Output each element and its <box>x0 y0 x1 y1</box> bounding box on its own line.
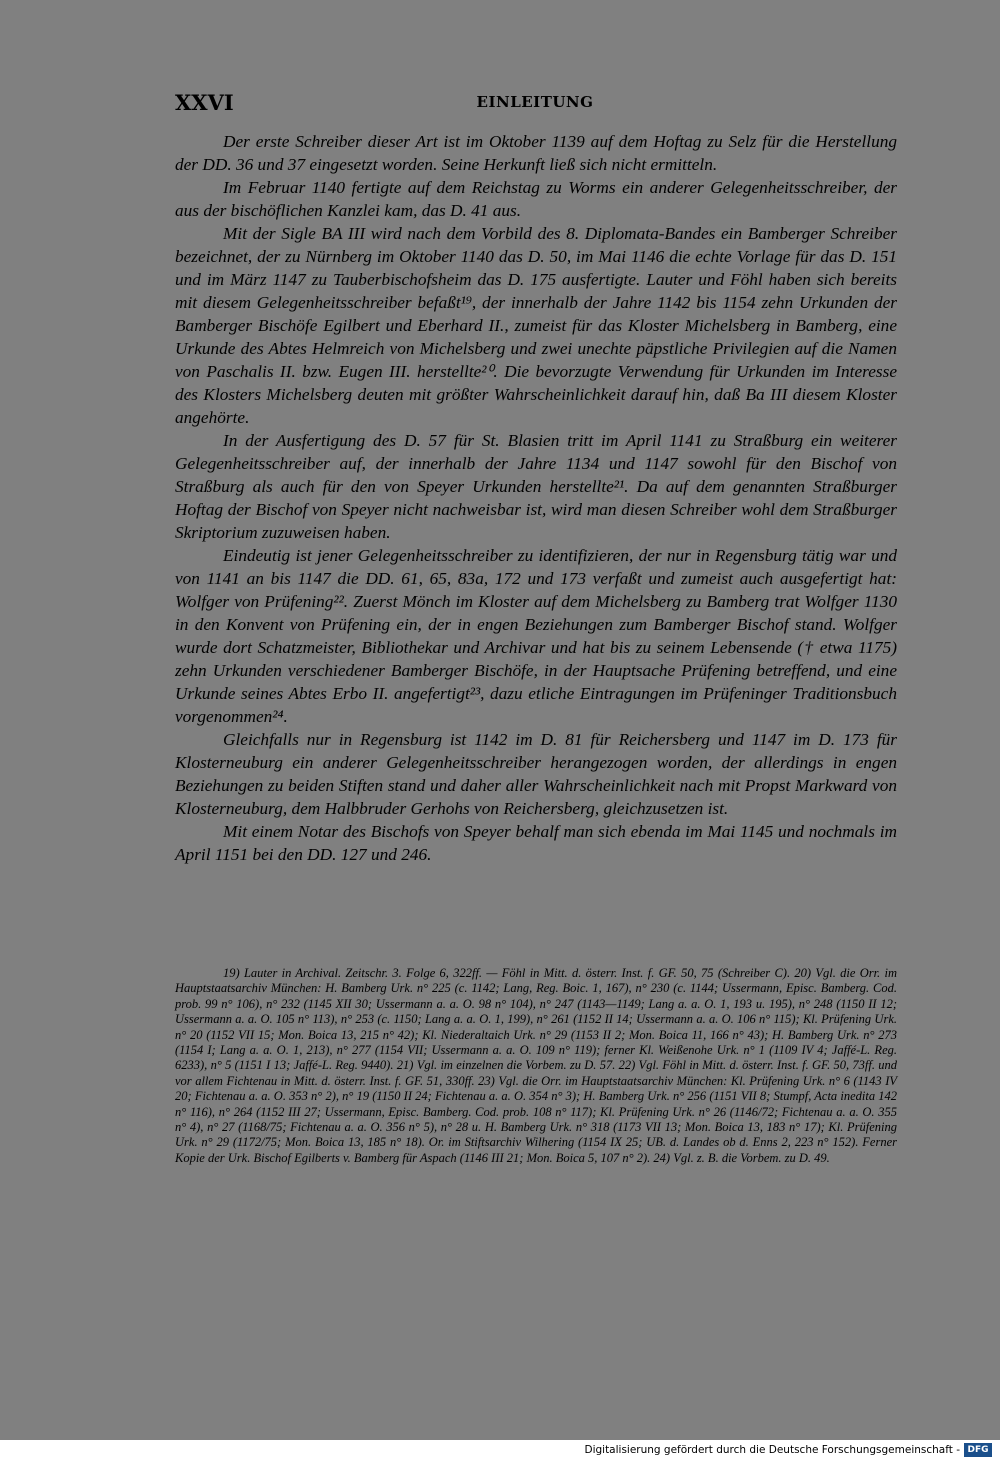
main-text <box>175 130 897 866</box>
dfg-logo-icon[interactable]: DFG <box>964 1443 992 1457</box>
running-title: EINLEITUNG <box>476 93 594 111</box>
funding-credit: Digitalisierung gefördert durch die Deutsche Forschungsgemeinschaft - <box>584 1444 960 1456</box>
footnote-block: 19) Lauter in Archival. Zeitschr. 3. Folge 6, 322ff. — Föhl in Mitt. d. österr. Inst. f. GF. 50, 75 (Schreiber C). 20) Vgl. die Orr. im Hauptstaatsarchiv München: H. Bamberg Urk. n° 225 (c. 1142; Lang, Reg. Boic. 1, 167), n° 230 (c. 1144; Ussermann, Episc. Bamberg. Cod. prob. 99 n° 106), n° 232 (1145 XII 30; Ussermann a. a. O. 98 n° 104), n° 247 (1143—1149; Lang a. a. O. 1, 193 u. 195), n° 248 (1150 II 12; Ussermann a. a. O. 105 n° 113), n° 253 (c. 1150; Lang a. a. O. 1, 199), n° 261 (1152 II 14; Ussermann a. a. O. 106 n° 115); Kl. Prüfening Urk. n° 20 (1152 VII 15; Mon. Boica 13, 215 n° 42); Kl. Niederaltaich Urk. n° 29 (1153 II 2; Mon. Boica 11, 166 n° 43); H. Bamberg Urk. n° 273 (1154 I; Lang a. a. O. 1, 213), n° 277 (1154 VII; Ussermann a. a. O. 109 n° 119); ferner Kl. Weißenohe Urk. n° 1 (1109 IV 4; Jaffé-L. Reg. 6233), n° 5 (1151 I 13; Jaffé-L. Reg. 9440). 21) Vgl. im einzelnen die Vorbem. zu D. 57. 22) Vgl. Föhl in Mitt. d. österr. Inst. f. GF. 50, 73ff. und vor allem Fichtenau in Mitt. d. österr. Inst. f. GF. 51, 330ff. 23) Vgl. die Orr. im Hauptstaatsarchiv München: Kl. Prüfening Urk. n° 6 (1143 IV 20; Fichtenau a. a. O. 353 n° 2), n° 19 (1150 II 24; Fichtenau a. a. O. 354 n° 3); H. Bamberg Urk. n° 256 (1151 VII 8; Stumpf, Acta inedita 142 n° 116), n° 264 (1152 III 27; Ussermann, Episc. Bamberg. Cod. prob. 108 n° 117); Kl. Prüfening Urk. n° 26 (1146/72; Fichtenau a. a. O. 355 n° 4), n° 27 (1168/75; Fichtenau a. a. O. 356 n° 5), n° 28 u. H. Bamberg Urk. n° 318 (1173 VII 13; Mon. Boica 13, 183 n° 17); Kl. Prüfening Urk. n° 29 (1172/75; Mon. Boica 13, 185 n° 18). Or. im Stiftsarchiv Wilhering (1154 IX 25; UB. d. Landes ob d. Enns 2, 223 n° 152). Ferner Kopie der Urk. Bischof Egilberts v. Bamberg für Aspach (1146 III 21; Mon. Boica 5, 107 n° 2). 24) Vgl. z. B. die Vorbem. zu D. 49. <box>175 966 897 1165</box>
digitization-footer <box>0 1440 1000 1462</box>
paragraph: Gleichfalls nur in Regensburg ist 1142 im D. 81 für Reichersberg und 1147 im D. 173 für Klosterneuburg ein anderer Gelegenheitsschreiber herangezogen worden, der allerdings in engen Beziehungen zu beiden Stiften stand und daher aller Wahrscheinlichkeit nach mit Propst Markward von Klosterneuburg, dem Halbbruder Gerhohs von Reichersberg, gleichzusetzen ist. <box>175 730 897 818</box>
paragraph: Im Februar 1140 fertigte auf dem Reichstag zu Worms ein anderer Gelegenheitsschreiber, der aus der bischöflichen Kanzlei kam, das D. 41 aus. <box>175 178 897 220</box>
paragraph: Der erste Schreiber dieser Art ist im Oktober 1139 auf dem Hoftag zu Selz für die Herstellung der DD. 36 und 37 eingesetzt worden. Seine Herkunft ließ sich nicht ermitteln. <box>175 132 897 174</box>
paragraph: Mit einem Notar des Bischofs von Speyer behalf man sich ebenda im Mai 1145 und nochmals im April 1151 bei den DD. 127 und 246. <box>175 822 897 864</box>
page-number: XXVI <box>175 90 234 115</box>
paragraph: Mit der Sigle BA III wird nach dem Vorbild des 8. Diplomata-Bandes ein Bamberger Schreiber bezeichnet, der zu Nürnberg im Oktober 1140 das D. 50, im Mai 1146 die echte Vorlage für das D. 151 und im März 1147 zu Tauberbischofsheim das D. 175 ausfertigte. Lauter und Föhl haben sich bereits mit diesem Gelegenheitsschreiber befaßt¹⁹, der innerhalb der Jahre 1142 bis 1154 zehn Urkunden der Bamberger Bischöfe Egilbert und Eberhard II., zumeist für das Kloster Michelsberg in Bamberg, eine Urkunde des Abtes Helmreich von Michelsberg und zwei unechte päpstliche Privilegien auf die Namen von Paschalis II. bzw. Eugen III. herstellte²⁰. Die bevorzugte Verwendung für Urkunden im Interesse des Klosters Michelsberg deuten mit größter Wahrscheinlichkeit darauf hin, daß Ba III diesem Kloster angehörte. <box>175 224 897 427</box>
paragraph: Eindeutig ist jener Gelegenheitsschreiber zu identifizieren, der nur in Regensburg tätig war und von 1141 an bis 1147 die DD. 61, 65, 83a, 172 und 173 verfaßt und zumeist auch ausgefertigt hat: Wolfger von Prüfening²². Zuerst Mönch im Kloster auf dem Michelsberg zu Bamberg trat Wolfger 1130 in den Konvent von Prüfening ein, der in engen Beziehungen zum Bamberger Bischof stand. Wolfger wurde dort Schatzmeister, Bibliothekar und Archivar und hat bis zu seinem Lebensende († etwa 1175) zehn Urkunden verschiedener Bamberger Bischöfe, in der Hauptsache Prüfening betreffend, und eine Urkunde seines Abtes Erbo II. angefertigt²³, dazu etliche Eintragungen im Prüfeninger Traditionsbuch vorgenommen²⁴. <box>175 546 897 726</box>
footnotes <box>175 966 897 1166</box>
page-header <box>175 90 895 120</box>
paragraph: In der Ausfertigung des D. 57 für St. Blasien tritt im April 1141 zu Straßburg ein weiterer Gelegenheitsschreiber auf, der innerhalb der Jahre 1134 und 1147 sowohl für den Bischof von Straßburg als auch für den von Speyer Urkunden herstellte²¹. Da auf dem genannten Straßburger Hoftag der Bischof von Speyer nicht nachweisbar ist, wird man diesen Schreiber wohl dem Straßburger Skriptorium zuzuweisen haben. <box>175 431 897 542</box>
